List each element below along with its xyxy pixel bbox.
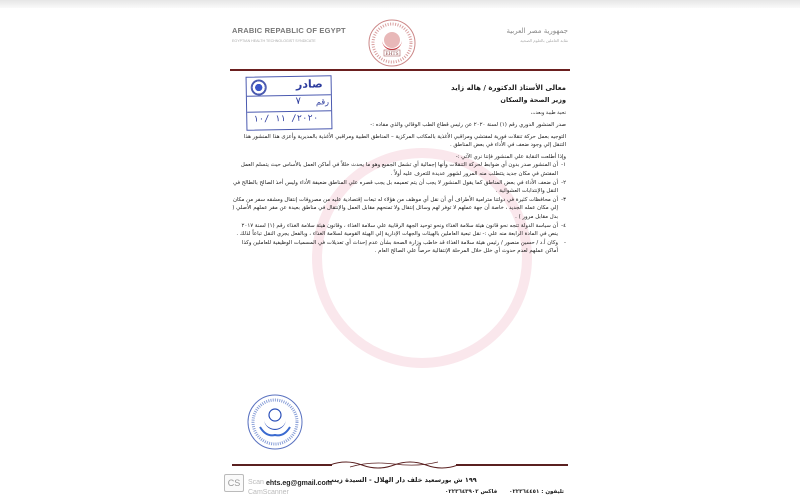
stamp-date: ٢٠٢٠/ ١١ /١٠	[253, 113, 319, 125]
list-item-text: وكان أ.د / حسين منصور / رئيس هيئة سلامة الغذاء قد خاطب وزارة الصحة بشأن عدم إحداث أي تعديلات في المسميات الوظيفية للعاملين وكذا أماكن عملهم لعدم حدوث أي خلل خلال المرحلة الإنتقالية حرصاً علي الصالح العام .	[241, 239, 558, 255]
header-right-title: جمهورية مصر العربية	[506, 27, 568, 35]
stamp-number-label: رقم	[315, 97, 330, 107]
camscanner-text-line2: CamScanner	[248, 489, 289, 496]
footer-contacts	[435, 489, 564, 495]
list-item	[232, 222, 566, 239]
camscanner-text-line1: Scan	[248, 479, 264, 486]
list-item-text: أن المنشور صدر بدون أي ضوابط لحركة التنقلات وأنها إجمالية أي تشمل الجميع وهو ما يحدث خللاً في أماكن العمل بالأساس حيث يتسلم العمل المفتش في مكان جديد يتتطلب منه المرور لشهور عديدة للتعرف عليه أولاً .	[240, 162, 558, 177]
list-item-number: ٢-	[561, 179, 566, 186]
greeting: تحية طيبة وبعد،،،	[530, 110, 566, 116]
list-item	[232, 196, 566, 222]
list-item-number: ١-	[561, 162, 566, 169]
addressee-title: وزير الصحة والسكان	[500, 96, 566, 104]
top-shadow-bar	[0, 0, 800, 8]
stamp-word: صادر	[295, 77, 323, 91]
logo-text: EHTS	[385, 52, 399, 57]
footer-address: ١٩٩ ش بورسعيد خلف دار الهلال - السيدة زينب	[327, 476, 477, 484]
syndicate-logo-icon	[367, 18, 417, 68]
list-item-number: ٤-	[561, 222, 566, 229]
list-item-text: أن سياسة الدولة تتجه نحو قانون هيئة سلامة الغذاء ونحو توحيد الجهة الرقابية علي سلامة الغذاء ، وقانون هيئة سلامة الغذاء رقم (١) لسنة ٢٠١٧ ينص في المادة الرابعة منه علي :- نقل تبعية العاملين بالهيئات والجهات الإدارية إلي الهيئة القومية لسلامة الغذاء ، وبالفعل يجري النقل تباعاً لذلك .	[236, 222, 558, 238]
addressee: معالى الأستاذ الدكتورة / هاله زايد	[451, 84, 566, 92]
header-divider	[230, 69, 570, 71]
header-left-subtitle: EGYPTIAN HEALTH TECHNOLOGIST SYNDICATE	[232, 39, 316, 43]
list-item-text: أن محافظات كثيرة في دولتنا مترامية الأطراف أي أن نقل أي موظف من هؤلاء له تبعات إقتصادية عليه من مصروفات إنتقال ومشقه سفر من مكان إلي مكان عمله الجديد ، خاصة أن جهة عملهم لا توفر لهم وسائل إنتقال ولا تمنحهم مقابل العمل والإنتقال في مناطق بعيدة عن مقر عملهم الأصلي ( بدل مقابل مرور ) .	[232, 196, 558, 220]
intro-paragraph: صدر المنشور الدوري رقم (١) لسنة ٢٠٢٠ عن رئيس قطاع الطب الوقائي والذي مفاده :-	[370, 122, 566, 128]
camscanner-logo-icon: CS	[224, 474, 244, 492]
stamp-number: ٧	[295, 95, 302, 107]
list-item	[232, 161, 566, 178]
header-left-title: ARABIC REPABLIC OF EGYPT	[232, 26, 346, 35]
letter-page	[222, 8, 578, 500]
list-item	[232, 239, 566, 256]
footer-ornament-icon	[330, 458, 458, 470]
letter-body	[232, 82, 566, 256]
footer-email[interactable]: ehts.eg@gmail.com	[266, 480, 332, 487]
footer-divider-left	[232, 464, 332, 466]
footer-divider-right	[456, 464, 568, 466]
header-left	[232, 26, 352, 43]
list-item-number: ٣-	[561, 196, 566, 203]
footer-phone: تليفون : ٠٢٢٣٦٤٤٥١	[509, 489, 564, 495]
header-right	[458, 27, 568, 43]
list-item	[232, 179, 566, 196]
lead-paragraph: وإذا أطلعت النقابة علي المنشور فإننا نري الآتي :-	[455, 153, 566, 160]
header-right-subtitle: نقابة العاملين بالعلوم الصحية	[520, 38, 568, 43]
list-item-text: أن ضعف الأداء في بعض المناطق كما يقول المنشور لا يجب أن يتم تعميمه بل يجب قصره علي المناطق ضعيفة الأداء وليس أخذ الصالح بالطالح في النقل والإنتدابات العشوائية .	[232, 179, 558, 195]
quote-paragraph: التوجيه بعمل حركة تنقلات فورية لمفتشي ومراقبي الأغذية بالمكاتب المركزية – المناطق الطبية ومراقبي الأغذية بالمديرية وأعزى هذا المنشور هذا التنقل إلي وجود ضعف في الأداء في بعض المناطق .	[243, 133, 566, 149]
syndicate-seal-icon	[246, 393, 304, 451]
footer-fax: فاكس ٠٢٢٣٦٤٣٩٠٢	[445, 489, 498, 495]
list-item-number: -	[564, 239, 566, 246]
